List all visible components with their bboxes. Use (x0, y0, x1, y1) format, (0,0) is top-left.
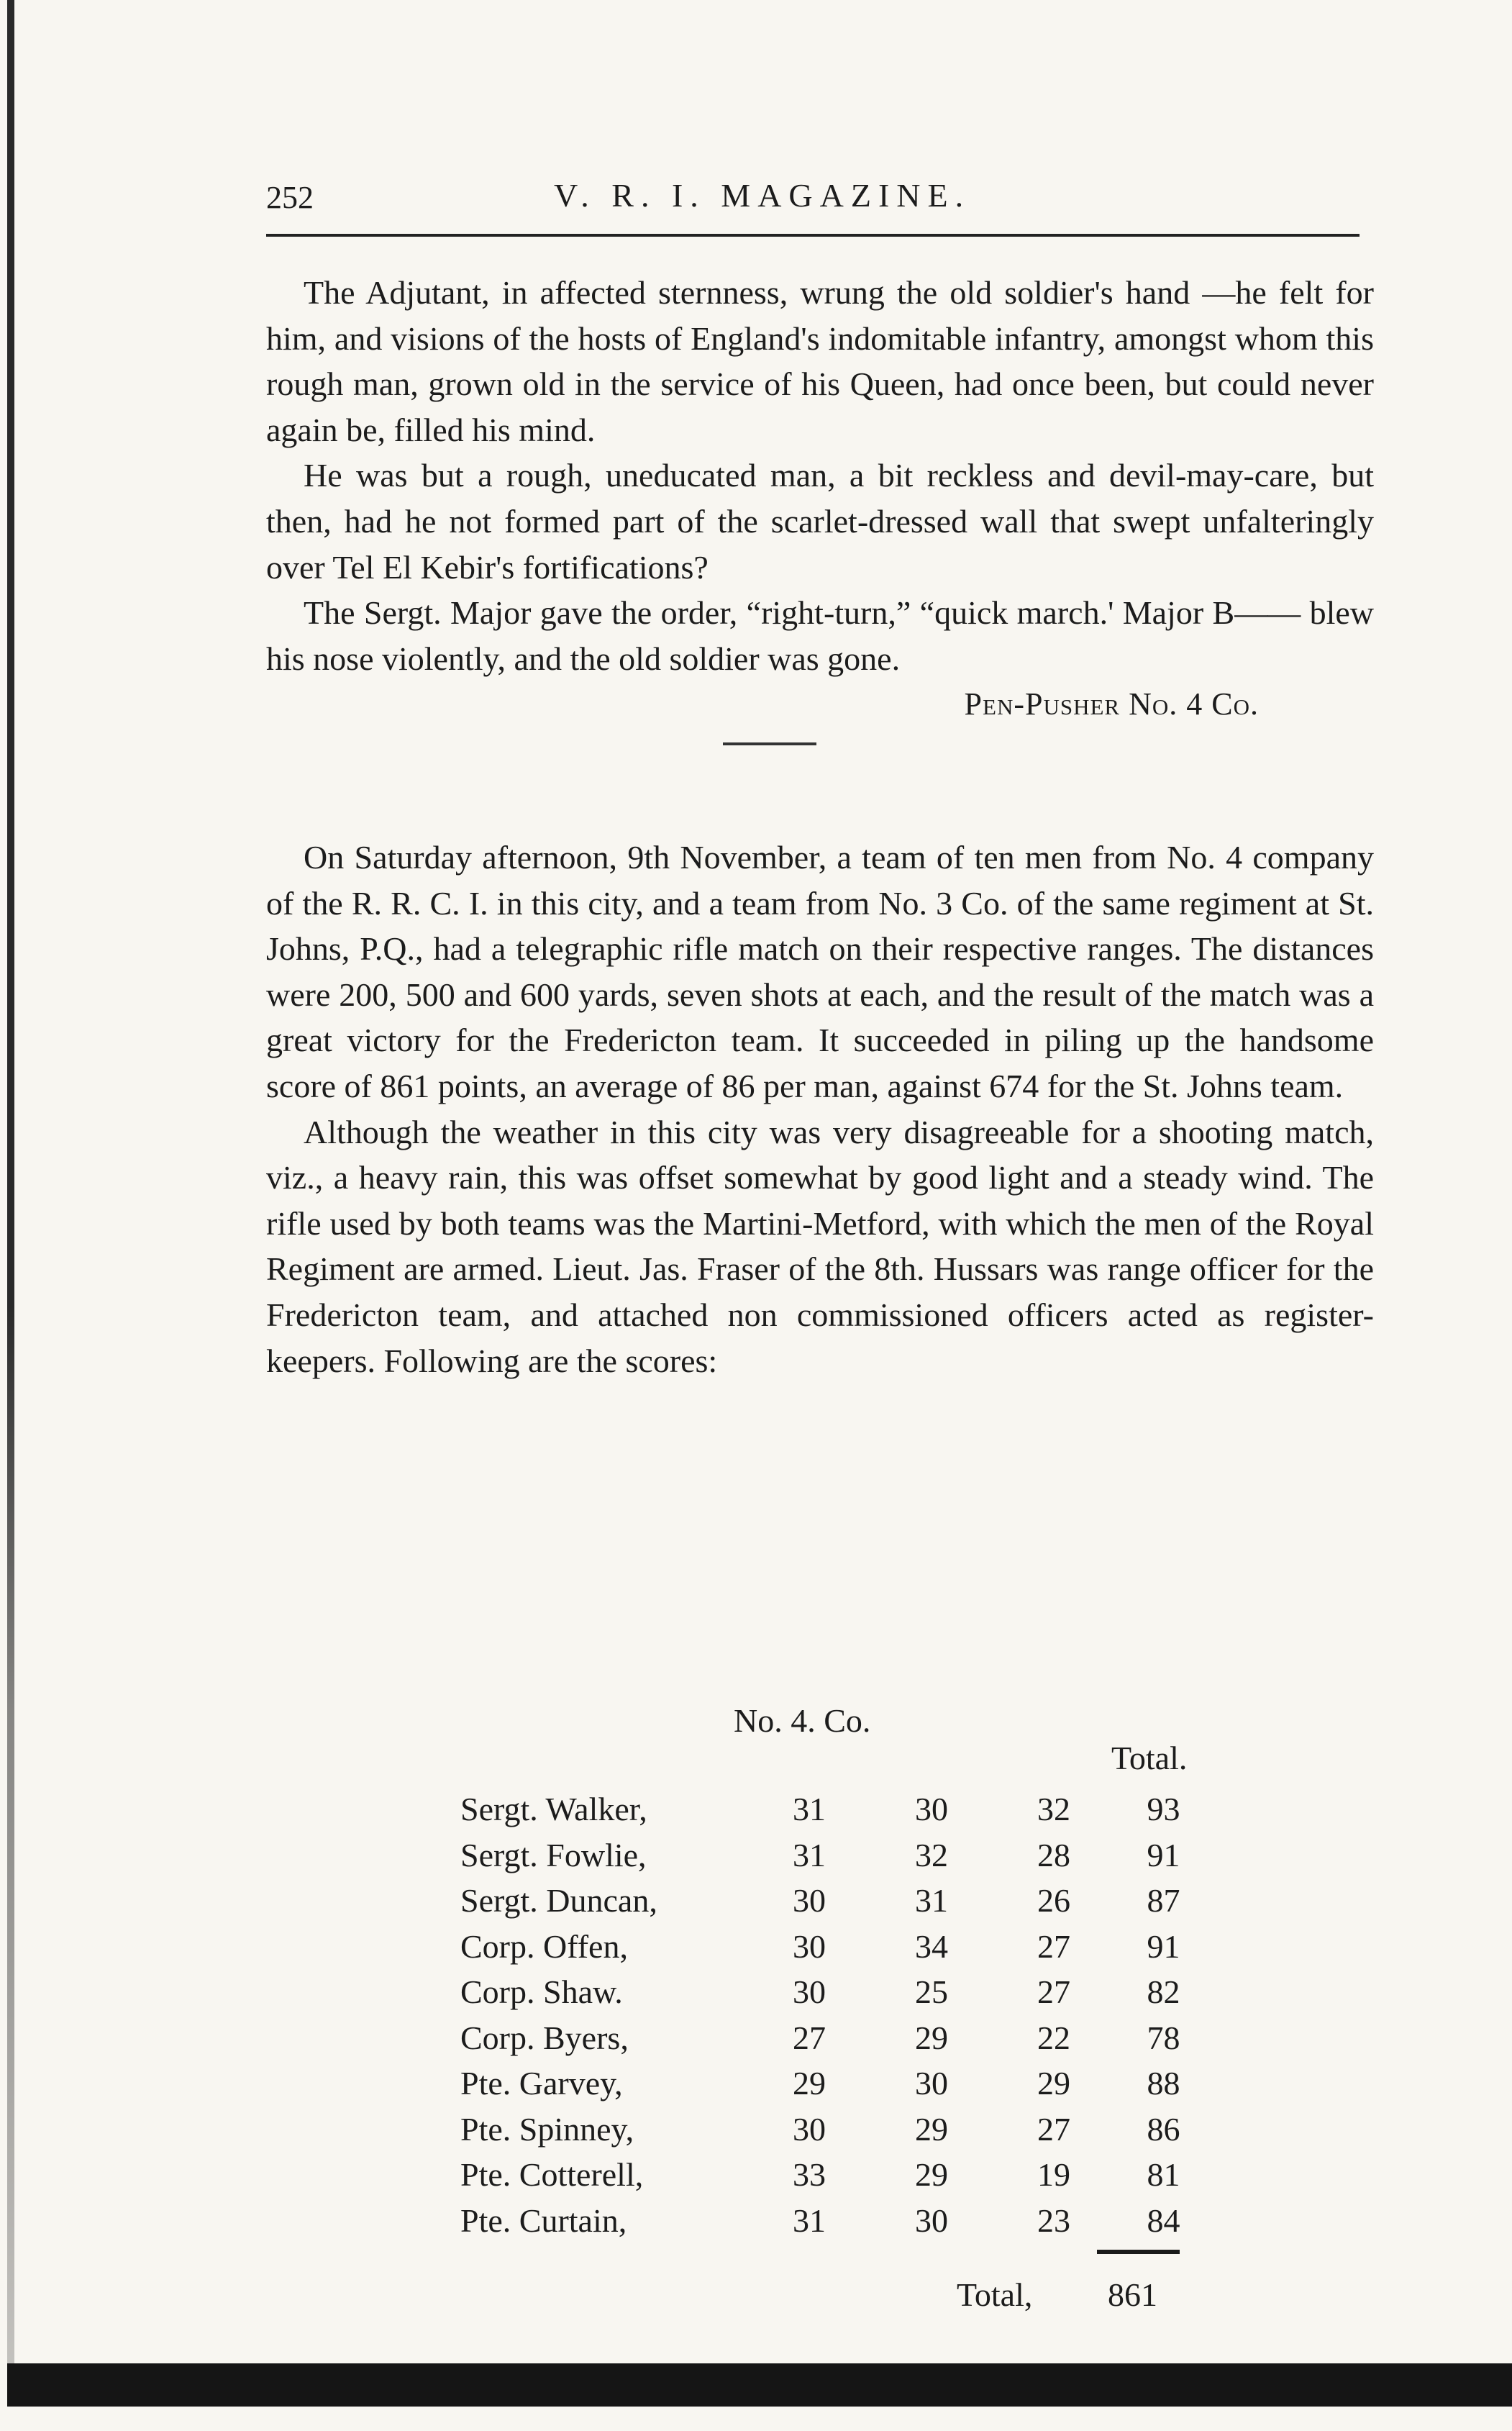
marksman-name: Pte. Curtain, (460, 2201, 627, 2239)
score-600-yards: 19 (1037, 2156, 1070, 2194)
score-500-yards: 34 (915, 1927, 948, 1965)
marksman-name: Pte. Cotterell, (460, 2156, 644, 2194)
score-200-yards: 27 (793, 2019, 826, 2056)
marksman-name: Corp. Byers, (460, 2019, 629, 2056)
marksman-name: Pte. Garvey, (460, 2065, 623, 2102)
section-divider (723, 742, 816, 745)
score-600-yards: 27 (1037, 1973, 1070, 2011)
score-total: 87 (1147, 1882, 1180, 1919)
score-total: 84 (1147, 2201, 1180, 2239)
score-total: 81 (1147, 2156, 1180, 2194)
table-row (460, 1832, 1212, 1878)
score-500-yards: 29 (915, 2110, 948, 2148)
score-total: 91 (1147, 1927, 1180, 1965)
marksman-name: Corp. Offen, (460, 1927, 628, 1965)
score-500-yards: 30 (915, 2201, 948, 2239)
score-600-yards: 26 (1037, 1882, 1070, 1919)
score-600-yards: 27 (1037, 2110, 1070, 2148)
paragraph: He was but a rough, uneducated man, a bit reckless and devil-may-care, but then, had he not formed part of the scarlet-dressed wall that swept unfalteringly over Tel El Kebir's fortifications? (266, 457, 1374, 586)
author-signature: Pen-Pusher No. 4 Co. (964, 686, 1259, 722)
table-row (460, 2152, 1212, 2198)
marksman-name: Sergt. Walker, (460, 1791, 647, 1828)
paragraph: The Sergt. Major gave the order, “right-turn,” “quick march.' Major B—— blew his nose violently, and the old soldier was gone. (266, 594, 1374, 677)
table-row (460, 2198, 1212, 2244)
marksman-name: Sergt. Fowlie, (460, 1836, 647, 1873)
score-200-yards: 31 (793, 1836, 826, 1873)
table-row (460, 2015, 1212, 2061)
magazine-title: V. R. I. MAGAZINE. (554, 177, 971, 214)
marksman-name: Corp. Shaw. (460, 1973, 623, 2011)
score-500-yards: 32 (915, 1836, 948, 1873)
table-row (460, 1878, 1212, 1924)
score-600-yards: 27 (1037, 1927, 1070, 1965)
paragraph: Although the weather in this city was very disagreeable for a shooting match, viz., a heavy rain, this was offset somewhat by good light and a steady wind. The rifle used by both teams was the Martini-Metford, with which the men of the Royal Regiment are armed. Lieut. Jas. Fraser of the 8th. Hussars was range officer for the Fredericton team, and attached non commissioned officers acted as register-keepers. Following are the scores: (266, 1113, 1374, 1379)
score-500-yards: 31 (915, 1882, 948, 1919)
left-margin-rule (7, 0, 14, 2374)
score-200-yards: 30 (793, 1973, 826, 2011)
page (266, 162, 1374, 2313)
score-500-yards: 30 (915, 2065, 948, 2102)
score-200-yards: 29 (793, 2065, 826, 2102)
page-number: 252 (266, 180, 314, 215)
score-total: 88 (1147, 2065, 1180, 2102)
score-500-yards: 29 (915, 2156, 948, 2194)
score-200-yards: 30 (793, 1927, 826, 1965)
grand-total-value: 861 (1108, 2276, 1157, 2313)
score-600-yards: 22 (1037, 2019, 1070, 2056)
table-row (460, 2107, 1212, 2153)
total-column-heading: Total. (1111, 1740, 1188, 1776)
score-200-yards: 33 (793, 2156, 826, 2194)
marksman-name: Pte. Spinney, (460, 2110, 634, 2148)
score-600-yards: 29 (1037, 2065, 1070, 2102)
score-500-yards: 25 (915, 1973, 948, 2011)
running-head (266, 162, 1374, 227)
total-rule (1097, 2250, 1180, 2254)
header-rule (266, 234, 1360, 237)
paragraph: On Saturday afternoon, 9th November, a team of ten men from No. 4 company of the R. R. C. I. in this city, and a team from No. 3 Co. of the same regiment at St. Johns, P.Q., had a telegraphic rifle match on their respective ranges. The distances were 200, 500 and 600 yards, seven shots at each, and the result of the match was a great victory for the Fredericton team. It succeeded in piling up the handsome score of 861 points, an average of 86 per man, against 674 for the St. Johns team. (266, 839, 1374, 1104)
score-total: 78 (1147, 2019, 1180, 2056)
article-veteran-farewell (266, 270, 1374, 745)
score-500-yards: 29 (915, 2019, 948, 2056)
score-total: 86 (1147, 2110, 1180, 2148)
score-600-yards: 28 (1037, 1836, 1070, 1873)
score-600-yards: 32 (1037, 1791, 1070, 1828)
score-500-yards: 30 (915, 1791, 948, 1828)
score-total: 93 (1147, 1791, 1180, 1828)
score-table-heading: No. 4. Co. (734, 1702, 871, 1739)
score-total: 91 (1147, 1836, 1180, 1873)
score-200-yards: 31 (793, 2201, 826, 2239)
score-200-yards: 30 (793, 2110, 826, 2148)
score-total: 82 (1147, 1973, 1180, 2011)
marksman-name: Sergt. Duncan, (460, 1882, 657, 1919)
score-200-yards: 30 (793, 1882, 826, 1919)
grand-total-label: Total, (957, 2276, 1033, 2313)
score-table (460, 1786, 1212, 2243)
paragraph: The Adjutant, in affected sternness, wrung the old soldier's hand —he felt for him, and visions of the hosts of England's indomitable infantry, amongst whom this rough man, grown old in the service of his Queen, had once been, but could never again be, filled his mind. (266, 274, 1374, 448)
bottom-margin-rule (7, 2363, 1512, 2407)
score-200-yards: 31 (793, 1791, 826, 1828)
table-row (460, 1969, 1212, 2015)
article-rifle-match (266, 835, 1374, 1383)
table-row (460, 2060, 1212, 2107)
table-row (460, 1924, 1212, 1970)
table-row (460, 1786, 1212, 1832)
score-600-yards: 23 (1037, 2201, 1070, 2239)
